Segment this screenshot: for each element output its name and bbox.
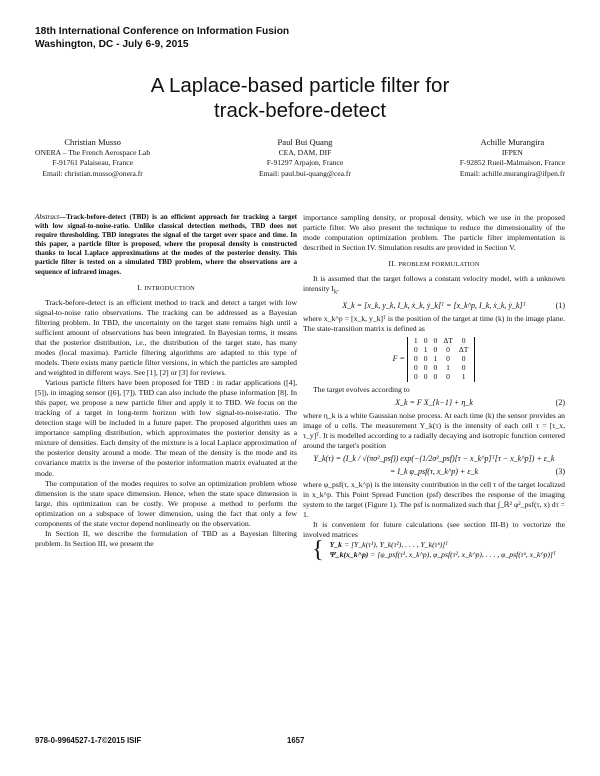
author-email: Email: christian.musso@onera.fr: [42, 168, 143, 178]
section-heading-2: II. PROBLEM FORMULATION: [388, 259, 480, 269]
matrix-cell: ΔT: [458, 344, 469, 354]
matrix-cell: 0: [413, 353, 418, 363]
title-line-1: A Laplace-based particle filter for: [150, 74, 450, 97]
left-brace: {: [312, 537, 324, 564]
matrix-cell: 0: [433, 344, 438, 354]
matrix-cell: 0: [446, 344, 450, 354]
author-address: F-91761 Palaiseau, France: [52, 158, 133, 167]
author-name: Christian Musso: [64, 137, 121, 147]
model-paragraph-1: It is assumed that the target follows a constant velocity model, with a unknown intensity $I_k$.: [303, 274, 565, 296]
matrix-cell: 1: [413, 336, 418, 345]
author-3: [460, 137, 565, 179]
model-paragraph-5: where φ_psf(τ, x_k^p) is the intensity contribution in the cell τ of the target localized in x_k^p. This Point Spread Function (psf) describes the response of the imaging system to the target (Figure 1). The psf is normalized such that ∫_ℝ² φ²_psf(τ, x) dτ = 1.: [303, 479, 565, 520]
conference-name: 18th International Conference on Information Fusion: [35, 26, 290, 37]
matrix-row: [411, 373, 471, 382]
intro-paragraph-4: In Section II, we describe the formulation of TBD as a Bayesian filtering problem. In Section III, we present the: [35, 528, 297, 548]
conference-location: Washington, DC - July 6-9, 2015: [35, 39, 189, 50]
conference-header: [35, 25, 289, 51]
matrix-cell: 0: [461, 353, 466, 363]
author-email: Email: achille.murangira@ifpen.fr: [459, 168, 565, 178]
left-column: [35, 213, 297, 549]
footer-page-number: 1657: [287, 736, 305, 745]
model-paragraph-3: The target evolves according to: [313, 384, 410, 394]
author-affiliation: CEA, DAM, DIF: [278, 147, 332, 157]
matrix-cell: 0: [423, 336, 428, 345]
author-2: [259, 137, 351, 179]
system-lines: Y_k = [Y_k(τ¹), Y_k(τ²), . . . , Y_k(τᵘ)]ᵀ Ψ_k(x_k^p) = [φ_psf(τ¹, x_k^p), φ_psf(τ², x_k^p), . . . , φ_psf(τᵘ, x_k^p)]ᵀ: [329, 540, 556, 560]
author-email: Email: paul.bui-quang@cea.fr: [259, 168, 351, 178]
author-affiliation: IFPEN: [501, 147, 523, 157]
intro-paragraph-2: Various particle filters have been proposed for TBD : in radar applications ([4], [5]), in imaging sensor ([6], [7]). TBD can also include the phase information [8]. In this paper, we propose a new particle filter and apply it to TBD. We focus on the tracking of a target in long-term horizon with low signal-to-noise-ratio. The detection stage will be included in a future paper. The proposed algorithm uses an importance sampling distribution, which approximates the posterior density as a mixture of densities. Each density of the mixture is a local Laplace approximation of the posterior density around a mode. The mean of the density is the mode and its covariance matrix is the inverse of the posterior information matrix evaluated at the mode.: [35, 378, 297, 478]
matrix-table: [411, 337, 471, 382]
matrix-label: F =: [392, 354, 405, 364]
author-address: F-91297 Arpajon, France: [266, 158, 344, 167]
matrix-cell: 0: [413, 371, 418, 381]
matrix-cell: ΔT: [443, 336, 453, 345]
matrix-cell: 0: [446, 353, 450, 363]
author-affiliation: ONERA – The French Aerospace Lab: [35, 147, 151, 157]
vectorized-system: [303, 537, 565, 564]
matrix-cell: 1: [423, 344, 428, 354]
footer-isbn: 978-0-9964527-1-7©2015 ISIF: [35, 736, 142, 745]
matrix-cell: 0: [433, 371, 438, 381]
equation-3a: Y_k(τ) = (I_k / √(πσ²_psf)) exp(−(1/2σ²_psf)[τ − x_k^p]ᵀ[τ − x_k^p]) + ε_k: [313, 453, 555, 463]
matrix-cell: 0: [433, 336, 438, 345]
abstract: [35, 213, 297, 277]
matrix-cell: 0: [413, 344, 418, 354]
matrix-cell: 0: [423, 362, 428, 372]
matrix-cell: 1: [433, 353, 438, 363]
author-1: [35, 137, 150, 179]
matrix-cell: 0: [433, 362, 438, 372]
author-name: Paul Bui Quang: [277, 137, 333, 147]
section-heading-1: I. INTRODUCTION: [137, 282, 195, 292]
model-paragraph-2: where x_k^p = [x_k, y_k]ᵀ is the position of the target at time (k) in the image plane. The state-transition matrix is defined as: [303, 313, 565, 333]
equation-3b: = I_k φ_psf(τ, x_k^p) + ε_k (3): [389, 466, 565, 476]
matrix-cell: 0: [413, 362, 418, 372]
abstract-text: —Track-before-detect (TBD) is an efficient approach for tracking a target with low signal-to-noise-ratio. Unlike classical detection methods, TBD does not require thresholding. TBD integrates the signal of the target over space and time. In this paper, a particle filter is proposed, where the proposal density is constructed thanks to local Laplace approximations at the modes of the posterior density. This particle filter is tested on a simulated TBD problem, where the observations are a sequence of infrared images.: [35, 213, 297, 276]
matrix-body: [407, 337, 475, 382]
matrix-cell: 1: [461, 371, 466, 381]
matrix-cell: 0: [423, 353, 428, 363]
matrix-cell: 1: [446, 362, 450, 372]
intro-paragraph-1: Track-before-detect is an efficient method to track and detect a target with low signal-to-noise ratio observations. The tracking can be addressed as a Bayesian filtering problem. In TBD, the uncertainty on the target state remains high until a sufficient amount of observations has been integrated. In Bayesian terms, it means that the posterior distribution, i.e., the distribution of the target state, has many modes (local maxima). Particle filtering algorithms are adapted to this type of models. There exists many particle filter versions, in which the particles are sampled and weighted in different ways. See [1], [2] or [3] for reviews.: [35, 297, 297, 378]
paper-title: [0, 73, 600, 123]
right-column: [303, 213, 565, 564]
matrix-cell: 0: [446, 371, 450, 381]
intro-continuation: importance sampling density, or proposal density, which we use in the proposed particle filter. We also present the technique to reduce the dimensionality of the mode computation optimization problem. The particle filter implementation is described in Section IV. Simulation results are provided in Section V.: [303, 213, 565, 253]
matrix-cell: 0: [423, 371, 428, 381]
model-paragraph-4: where η_k is a white Gaussian noise process. At each time (k) the sensor provides an image of u cells. The measurement Y_k(τ) is the intensity of each cell τ = [τ_x, τ_y]ᵀ. It is modelled according to a radially decaying and isotropic function centered around the target's position: [303, 410, 565, 450]
equation-1: X_k = [x_k, y_k, I_k, ẋ_k, ẏ_k]ᵀ = [x_k^p, I_k, ẋ_k, ẏ_k]ᵀ (1): [342, 300, 565, 310]
matrix-cell: 0: [461, 362, 466, 372]
transition-matrix: [303, 337, 565, 382]
matrix-cell: 0: [461, 336, 466, 345]
author-block: [35, 137, 565, 179]
abstract-label: Abstract: [35, 213, 60, 221]
author-name: Achille Murangira: [480, 137, 545, 147]
title-line-2: track-before-detect: [213, 99, 387, 122]
author-address: F-92852 Rueil-Malmaison, France: [459, 158, 565, 167]
model-paragraph-6: It is convenient for future calculations (see section III-B) to vectorize the involved matrices: [303, 520, 565, 540]
equation-2: X_k = F X_{k−1} + η_k (2): [395, 397, 565, 407]
intro-paragraph-3: The computation of the modes requires to solve an optimization problem whose dimension is the state space dimension. Hence, when the state space dimension is large, this optimization can be costly. We propose a method to perform the optimization on a subspace of lower dimension, using the fact that only a few components of the state vector depend nonlinearly on the observation.: [35, 478, 297, 528]
